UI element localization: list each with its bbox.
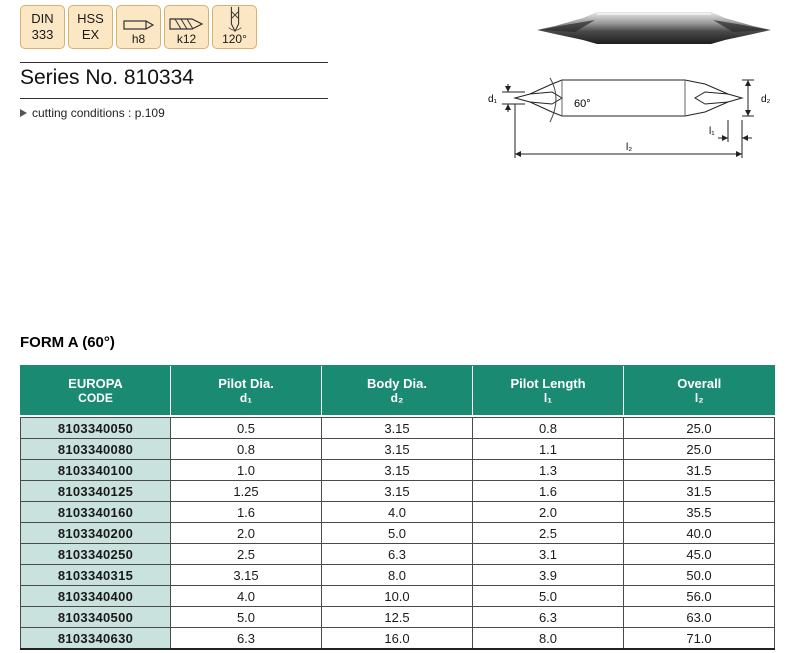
cell-pilot-dia: 1.6: [171, 502, 322, 523]
cell-body-dia: 3.15: [322, 481, 473, 502]
material-badge: [68, 5, 113, 49]
cell-body-dia: 5.0: [322, 523, 473, 544]
cell-body-dia: 4.0: [322, 502, 473, 523]
din-label: DIN: [31, 11, 54, 26]
cell-pilot-length: 3.9: [473, 565, 624, 586]
col-overall: Overall l₂: [624, 366, 775, 416]
cell-pilot-dia: 6.3: [171, 628, 322, 650]
cell-overall: 31.5: [624, 481, 775, 502]
cell-pilot-dia: 2.5: [171, 544, 322, 565]
cell-pilot-dia: 1.0: [171, 460, 322, 481]
point-angle-icon: [225, 6, 245, 33]
cell-pilot-dia: 2.0: [171, 523, 322, 544]
cell-pilot-length: 5.0: [473, 586, 624, 607]
cell-body-dia: 12.5: [322, 607, 473, 628]
point-angle-badge: [212, 5, 257, 49]
cell-code: 8103340160: [21, 502, 171, 523]
cell-code: 8103340500: [21, 607, 171, 628]
cell-body-dia: 10.0: [322, 586, 473, 607]
center-drill-image: [535, 6, 775, 48]
shank-tolerance-label: h8: [131, 32, 146, 46]
material-line2: EX: [81, 27, 100, 42]
cell-code: 8103340125: [21, 481, 171, 502]
din-standard-badge: [20, 5, 65, 49]
angle-label: 60°: [574, 98, 591, 110]
series-title: Series No. 810334: [20, 66, 194, 89]
arrow-right-icon: [20, 109, 27, 117]
table-row: [21, 481, 775, 502]
series-bottom-rule: [20, 98, 328, 99]
cell-pilot-dia: 0.5: [171, 418, 322, 439]
table-row: [21, 544, 775, 565]
cell-overall: 40.0: [624, 523, 775, 544]
cell-pilot-dia: 0.8: [171, 439, 322, 460]
cell-pilot-length: 1.3: [473, 460, 624, 481]
spec-badges: [20, 5, 257, 49]
cell-body-dia: 8.0: [322, 565, 473, 586]
cutting-conditions-link[interactable]: [20, 106, 165, 120]
point-angle-label: 120°: [222, 32, 247, 46]
cell-pilot-length: 8.0: [473, 628, 624, 650]
spec-table: [20, 365, 775, 650]
table-row: [21, 502, 775, 523]
cell-overall: 31.5: [624, 460, 775, 481]
table-row: [21, 439, 775, 460]
cell-code: 8103340200: [21, 523, 171, 544]
table-row: [21, 565, 775, 586]
din-number: 333: [31, 27, 54, 42]
drill-tolerance-badge: [164, 5, 209, 49]
shank-tolerance-icon: [122, 17, 156, 33]
cell-overall: 56.0: [624, 586, 775, 607]
material-line1: HSS: [77, 11, 104, 26]
drill-tolerance-icon: [168, 15, 206, 33]
cell-pilot-length: 2.0: [473, 502, 624, 523]
form-title: FORM A (60°): [20, 334, 115, 351]
cell-pilot-dia: 1.25: [171, 481, 322, 502]
cell-pilot-dia: 5.0: [171, 607, 322, 628]
cell-body-dia: 3.15: [322, 460, 473, 481]
cell-code: 8103340315: [21, 565, 171, 586]
table-row: [21, 628, 775, 650]
cell-overall: 25.0: [624, 418, 775, 439]
cell-body-dia: 3.15: [322, 418, 473, 439]
col-pilot-dia: Pilot Dia. d₁: [171, 366, 322, 416]
cell-pilot-length: 3.1: [473, 544, 624, 565]
cell-pilot-length: 2.5: [473, 523, 624, 544]
cell-code: 8103340250: [21, 544, 171, 565]
cell-pilot-length: 6.3: [473, 607, 624, 628]
cell-overall: 71.0: [624, 628, 775, 650]
table-header-row: [21, 366, 775, 416]
cell-overall: 25.0: [624, 439, 775, 460]
cell-overall: 50.0: [624, 565, 775, 586]
table-row: [21, 586, 775, 607]
dimension-diagram: [480, 70, 780, 165]
col-europa-code: EUROPA CODE: [21, 366, 171, 416]
cell-pilot-dia: 3.15: [171, 565, 322, 586]
series-top-rule: [20, 62, 328, 63]
cell-pilot-dia: 4.0: [171, 586, 322, 607]
cell-pilot-length: 0.8: [473, 418, 624, 439]
cell-code: 8103340630: [21, 628, 171, 650]
cell-code: 8103340050: [21, 418, 171, 439]
cell-code: 8103340400: [21, 586, 171, 607]
cell-pilot-length: 1.6: [473, 481, 624, 502]
table-row: [21, 523, 775, 544]
table-row: [21, 418, 775, 439]
col-pilot-length: Pilot Length l₁: [473, 366, 624, 416]
col-body-dia: Body Dia. d₂: [322, 366, 473, 416]
cell-overall: 35.5: [624, 502, 775, 523]
table-row: [21, 607, 775, 628]
l1-label: l₁: [709, 126, 715, 137]
table-row: [21, 460, 775, 481]
cell-code: 8103340100: [21, 460, 171, 481]
cell-body-dia: 3.15: [322, 439, 473, 460]
cell-body-dia: 6.3: [322, 544, 473, 565]
drill-tolerance-label: k12: [176, 32, 197, 46]
d2-label: d₂: [761, 94, 771, 105]
cell-code: 8103340080: [21, 439, 171, 460]
cell-overall: 45.0: [624, 544, 775, 565]
shank-tolerance-badge: [116, 5, 161, 49]
cell-body-dia: 16.0: [322, 628, 473, 650]
cell-overall: 63.0: [624, 607, 775, 628]
cell-pilot-length: 1.1: [473, 439, 624, 460]
l2-label: l₂: [626, 142, 633, 153]
cutting-conditions-text: cutting conditions : p.109: [32, 106, 165, 120]
d1-label: d₁: [488, 94, 497, 105]
